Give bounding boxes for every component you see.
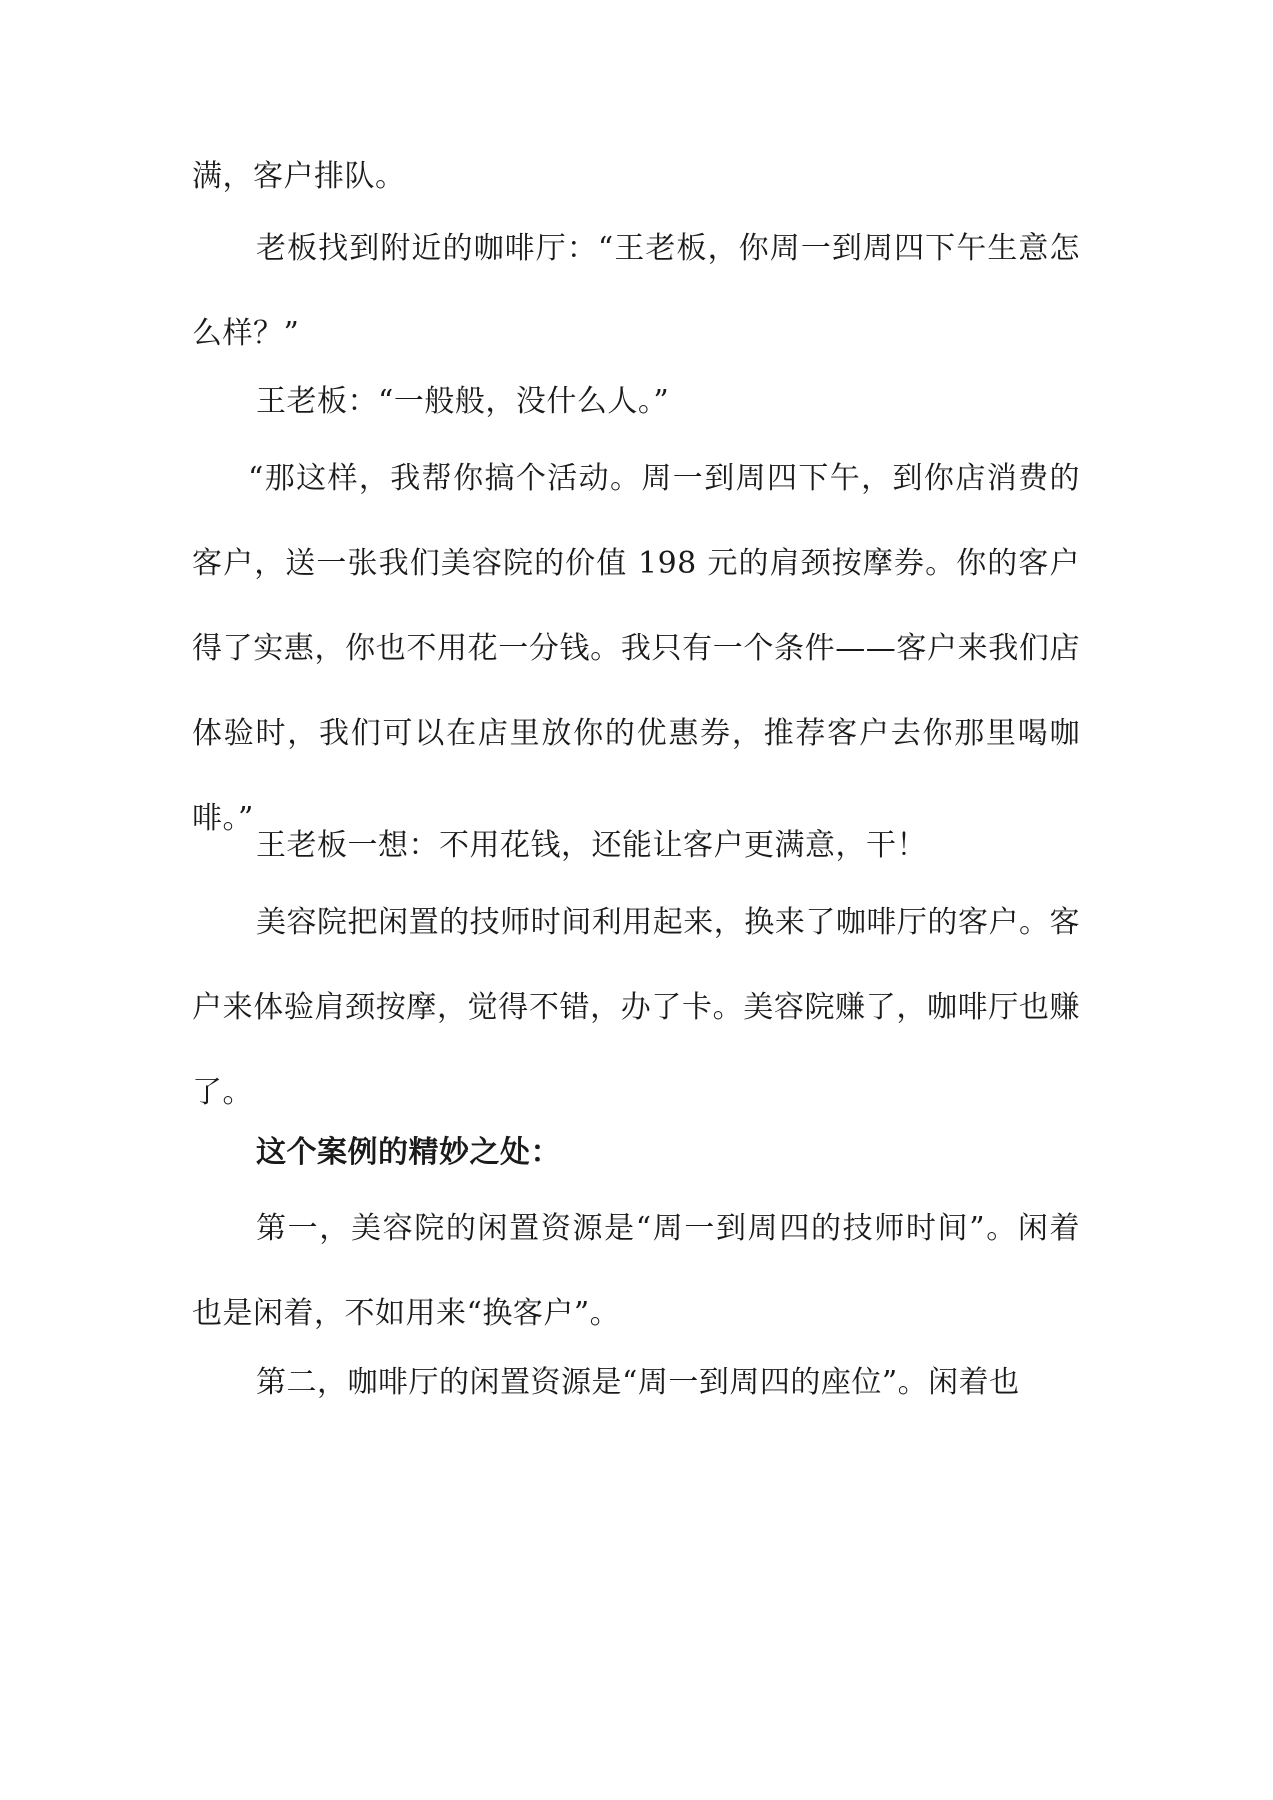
section-heading: 这个案例的精妙之处： xyxy=(256,1135,561,1170)
paragraph-8: 第二，咖啡厅的闲置资源是“周一到周四的座位”。闲着也 xyxy=(256,1365,1020,1400)
paragraph-1: 满，客户排队。 xyxy=(192,159,406,194)
paragraph-4: “那这样，我帮你搞个活动。周一到周四下午，到你店消费的客户，送一张我们美容院的价值 198 元的肩颈按摩券。你的客户得了实惠，你也不用花一分钱。我只有一个条件——客户来我们店体验时，我们可以在店里放你的优惠券，推荐客户去你那里喝咖啡。” xyxy=(192,461,1080,836)
paragraph-5: 王老板一想：不用花钱，还能让客户更满意，干！ xyxy=(256,828,927,863)
paragraph-7: 第一，美容院的闲置资源是“周一到周四的技师时间”。闲着也是闲着，不如用来“换客户”。 xyxy=(192,1211,1080,1331)
paragraph-2: 老板找到附近的咖啡厅：“王老板，你周一到周四下午生意怎么样？” xyxy=(192,231,1080,351)
paragraph-3: 王老板：“一般般，没什么人。” xyxy=(256,384,670,419)
paragraph-6: 美容院把闲置的技师时间利用起来，换来了咖啡厅的客户。客户来体验肩颈按摩，觉得不错，办了卡。美容院赚了，咖啡厅也赚了。 xyxy=(192,905,1080,1110)
